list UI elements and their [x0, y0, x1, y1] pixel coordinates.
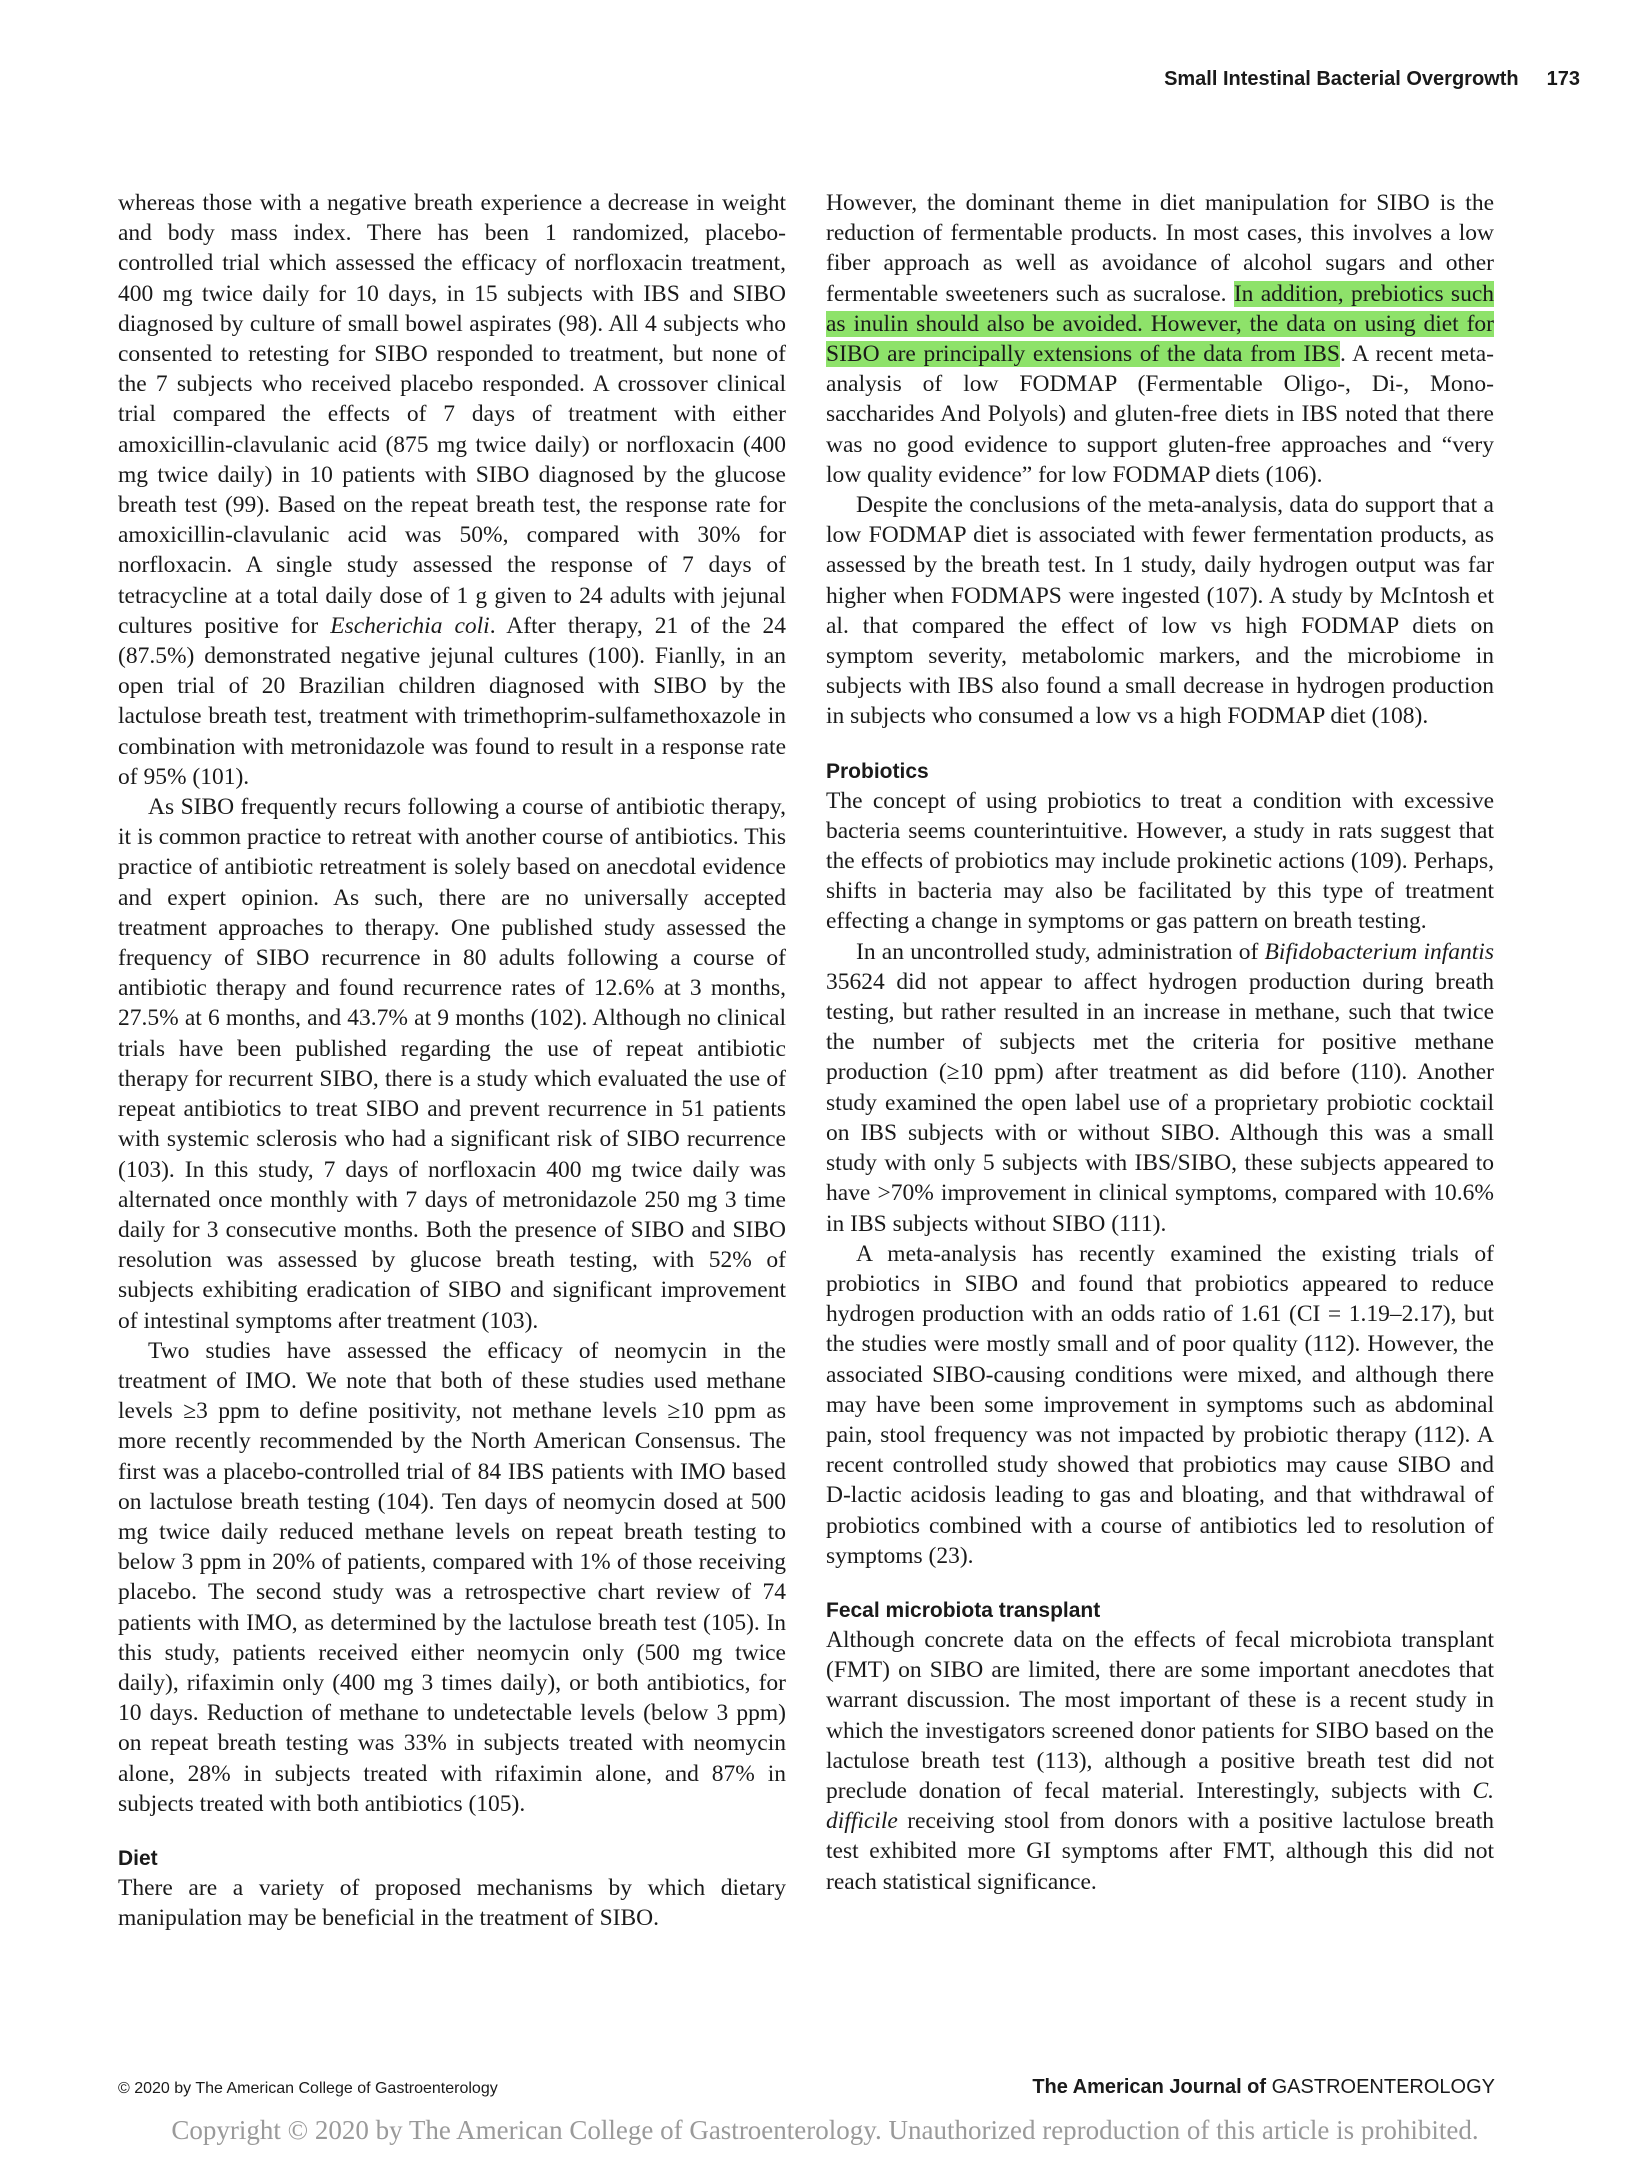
body-paragraph: As SIBO frequently recurs following a course of antibiotic therapy, it is common practice to retreat with another course of antibiotics. This practice of antibiotic retreatment is solely based on anecdotal evidence and expert opinion. As such, there are no universally accepted treatment approaches to therapy. One published study assessed the frequency of SIBO recurrence in 80 adults following a course of antibiotic therapy and found recurrence rates of 12.6% at 3 months, 27.5% at 6 months, and 43.7% at 9 months (102). Although no clinical trials have been published regarding the use of repeat antibiotic therapy for recurrent SIBO, there is a study which evaluated the use of repeat antibiotics to treat SIBO and prevent recurrence in 51 patients with systemic sclerosis who had a significant risk of SIBO recurrence (103). In this study, 7 days of norfloxacin 400 mg twice daily was alternated once monthly with 7 days of metronidazole 250 mg 3 time daily for 3 consecutive months. Both the presence of SIBO and SIBO resolution was assessed by glucose breath testing, with 52% of subjects exhibiting eradication of SIBO and significant improvement of intestinal symptoms after treatment (103). — [118, 794, 786, 1334]
footer-copyright-note: © 2020 by The American College of Gastroenterology — [118, 2080, 498, 2097]
section-heading: Diet — [118, 1846, 158, 1870]
journal-title: GASTROENTEROLOGY — [1271, 2076, 1495, 2098]
body-paragraph: The concept of using probiotics to treat a condition with excessive bacteria seems counterintuitive. However, a study in rats suggest that the effects of probiotics may include prokinetic actions (109). Perhaps, shifts in bacteria may also be facilitated by this type of treatment effecting a change in symptoms or gas pattern on breath testing. — [826, 787, 1494, 935]
right-column — [826, 188, 1494, 1897]
body-paragraph: A meta-analysis has recently examined the existing trials of probiotics in SIBO and found that probiotics appeared to reduce hydrogen production with an odds ratio of 1.61 (CI = 1.19–2.17), but the studies were mostly small and of poor quality (112). However, the associated SIBO-causing conditions were mixed, and although there may have been some improvement in symptoms such as abdominal pain, stool frequency was not impacted by probiotic therapy (112). A recent controlled study showed that probiotics may cause SIBO and D-lactic acidosis leading to gas and bloating, and that withdrawal of probiotics combined with a course of antibiotics led to resolution of symptoms (23). — [826, 1240, 1494, 1569]
left-column — [118, 188, 786, 1933]
body-paragraph: Two studies have assessed the efficacy of neomycin in the treatment of IMO. We note that both of these studies used methane levels ≥3 ppm to define positivity, not methane levels ≥10 ppm as more recently recommended by the North American Consensus. The first was a placebo-controlled trial of 84 IBS patients with IMO based on lactulose breath testing (104). Ten days of neomycin dosed at 500 mg twice daily reduced methane levels on repeat breath testing to below 3 ppm in 20% of patients, compared with 1% of those receiving placebo. The second study was a retrospective chart review of 74 patients with IMO, as determined by the lactulose breath test (105). In this study, patients received either neomycin only (500 mg twice daily), rifaximin only (400 mg 3 times daily), or both antibiotics, for 10 days. Reduction of methane to undetectable levels (below 3 ppm) on repeat breath testing was 33% in subjects treated with neomycin alone, 28% in subjects treated with rifaximin alone, and 87% in subjects treated with both antibiotics (105). — [118, 1337, 786, 1817]
footer-journal-name — [1032, 2076, 1495, 2099]
section-heading: Probiotics — [826, 759, 929, 783]
body-paragraph: There are a variety of proposed mechanisms by which dietary manipulation may be beneficial in the treatment of SIBO. — [118, 1874, 786, 1932]
body-paragraph: Despite the conclusions of the meta-analysis, data do support that a low FODMAP diet is associated with fewer fermentation products, as assessed by the breath test. In 1 study, daily hydrogen output was far higher when FODMAPS were ingested (107). A study by McIntosh et al. that compared the effect of low vs high FODMAP diets on symptom severity, metabolomic markers, and the microbiome in subjects with IBS also found a small decrease in hydrogen production in subjects who consumed a low vs a high FODMAP diet (108). — [826, 492, 1494, 730]
copyright-notice: Copyright © 2020 by The American College of Gastroenterology. Unauthorized reproduction of this article is prohibited. — [171, 2115, 1479, 2145]
running-title: Small Intestinal Bacterial Overgrowth — [1164, 68, 1519, 90]
journal-prefix: The American Journal of — [1032, 2076, 1267, 2098]
page-number: 173 — [1546, 68, 1580, 90]
section-gap — [826, 732, 1494, 758]
running-header — [1164, 68, 1580, 91]
section-gap — [826, 1571, 1494, 1597]
body-paragraph: whereas those with a negative breath experience a decrease in weight and body mass index. There has been 1 randomized, placebo-controlled trial which assessed the efficacy of norfloxacin treatment, 400 mg twice daily for 10 days, in 15 subjects with IBS and SIBO diagnosed by culture of small bowel aspirates (98). All 4 subjects who consented to retesting for SIBO responded to treatment, but none of the 7 subjects who received placebo responded. A crossover clinical trial compared the effects of 7 days of treatment with either amoxicillin-clavulanic acid (875 mg twice daily) or norfloxacin (400 mg twice daily) in 10 patients with SIBO diagnosed by the glucose breath test (99). Based on the repeat breath test, the response rate for amoxicillin-clavulanic acid was 50%, compared with 30% for norfloxacin. A single study assessed the response of 7 days of tetracycline at a total daily dose of 1 g given to 24 adults with jejunal cultures positive for Escherichia coli. After therapy, 21 of the 24 (87.5%) demonstrated negative jejunal cultures (100). Fianlly, in an open trial of 20 Brazilian children diagnosed with SIBO by the lactulose breath test, treatment with trimethoprim-sulfamethoxazole in combination with metronidazole was found to result in a response rate of 95% (101). — [118, 190, 786, 790]
body-paragraph: Although concrete data on the effects of fecal microbiota transplant (FMT) on SIBO are limited, there are some important anecdotes that warrant discussion. The most important of these is a recent study in which the investigators screened donor patients for SIBO based on the lactulose breath test (113), although a positive breath test did not preclude donation of fecal material. Interestingly, subjects with C. difficile receiving stool from donors with a positive lactulose breath test exhibited more GI symptoms after FMT, although this did not reach statistical significance. — [826, 1626, 1494, 1895]
section-heading: Fecal microbiota transplant — [826, 1598, 1101, 1622]
body-paragraph: However, the dominant theme in diet manipulation for SIBO is the reduction of fermentable products. In most cases, this involves a low fiber approach as well as avoidance of alcohol sugars and other fermentable sweeteners such as sucralose. In addition, prebiotics such as inulin should also be avoided. However, the data on using diet for SIBO are principally extensions of the data from IBS. A recent meta-analysis of low FODMAP (Fermentable Oligo-, Di-, Mono-saccharides And Polyols) and gluten-free diets in IBS noted that there was no good evidence to support gluten-free approaches and “very low quality evidence” for low FODMAP diets (106). — [826, 190, 1494, 488]
body-paragraph: In an uncontrolled study, administration of Bifidobacterium infantis 35624 did not appear to affect hydrogen production during breath testing, but rather resulted in an increase in methane, such that twice the number of subjects met the criteria for positive methane production (≥10 ppm) after treatment as did before (110). Another study examined the open label use of a proprietary probiotic cocktail on IBS subjects with or without SIBO. Although this was a small study with only 5 subjects with IBS/SIBO, these subjects appeared to have >70% improvement in clinical symptoms, compared with 10.6% in IBS subjects without SIBO (111). — [826, 938, 1494, 1237]
section-gap — [118, 1819, 786, 1845]
